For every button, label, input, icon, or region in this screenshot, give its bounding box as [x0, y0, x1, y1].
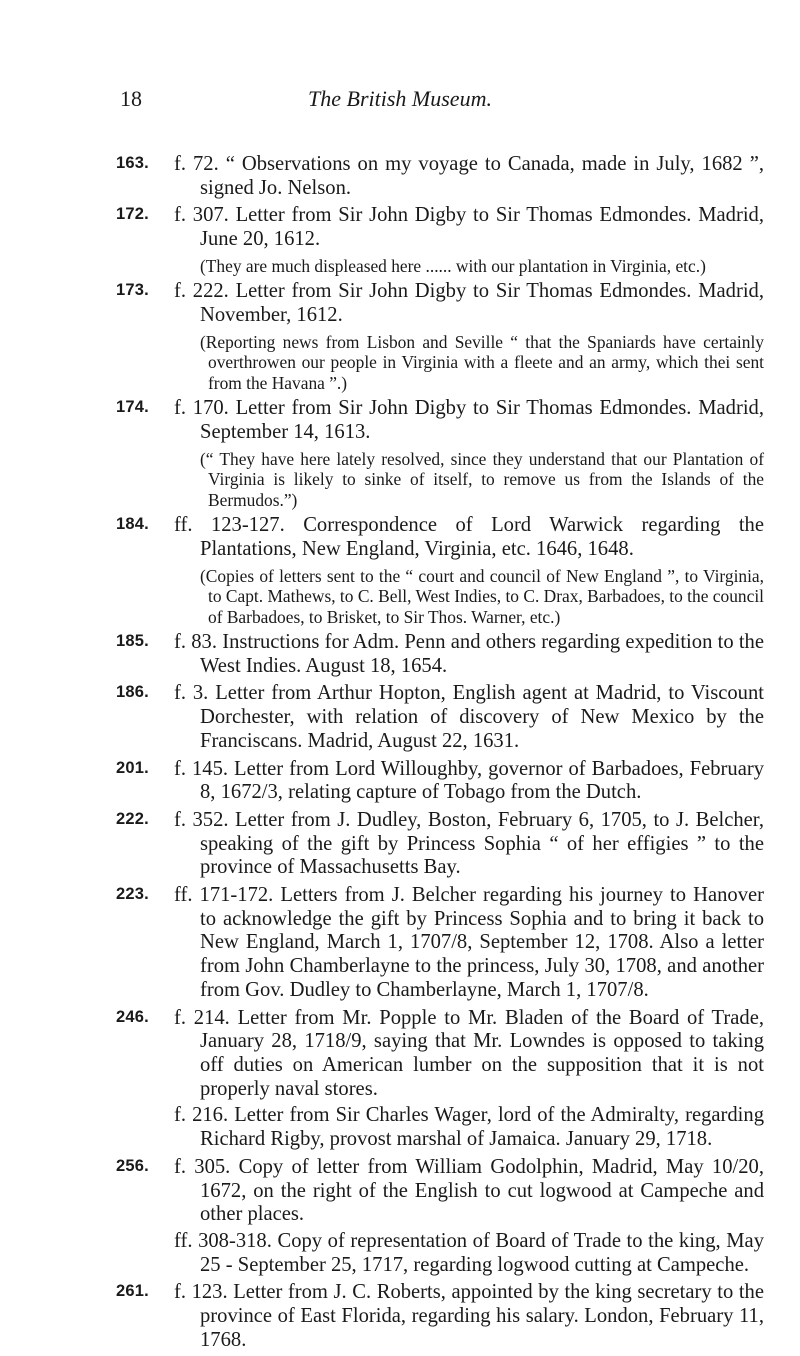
entry-note: (They are much displeased here ...... with our plantation in Virginia, etc.) [200, 255, 706, 276]
entry-note: (Reporting news from Lisbon and Seville “ that the Spaniards have certainly overthrowen our people in Virginia with a fleete and an army, which thei sent from the Havana ”.) [200, 331, 764, 393]
entry-222 [116, 809, 764, 880]
entry-number: 261. [116, 1282, 149, 1301]
entry-246-continued [116, 1104, 764, 1151]
entry-201 [116, 758, 764, 805]
entry-text: f. 214. Letter from Mr. Popple to Mr. Bladen of the Board of Trade, January 28, 1718/9, saying that Mr. Lowndes is opposed to taking off duties on American lumber on the supposition that it is not properly naval stores. [174, 1006, 764, 1100]
entry-185 [116, 631, 764, 678]
entry-text: f. 123. Letter from J. C. Roberts, appointed by the king secretary to the province of East Florida, regarding his salary. London, February 11, 1768. [174, 1281, 764, 1351]
entry-number: 173. [116, 281, 149, 300]
entry-text: f. 72. “ Observations on my voyage to Canada, made in July, 1682 ”, signed Jo. Nelson. [174, 153, 764, 199]
page-header [0, 86, 800, 116]
entry-number: 222. [116, 809, 149, 828]
entry-number: 184. [116, 515, 149, 534]
entry-text: f. 222. Letter from Sir John Digby to Sir Thomas Edmondes. Madrid, November, 1612. [174, 280, 764, 327]
entry-text: f. 352. Letter from J. Dudley, Boston, February 6, 1705, to J. Belcher, speaking of the gift by Princess Sophia “ of her effigies ” to the province of Massachusetts Bay. [174, 808, 764, 879]
entry-223 [116, 884, 764, 1003]
entry-256 [116, 1156, 764, 1227]
entry-text: f. 216. Letter from Sir Charles Wager, lord of the Admiralty, regarding Richard Rigby, provost marshal of Jamaica. January 29, 1718. [174, 1104, 764, 1151]
entry-256-continued [116, 1230, 764, 1277]
entry-text: f. 3. Letter from Arthur Hopton, English agent at Madrid, to Viscount Dorchester, with relation of discovery of New Mexico by the Franciscans. Madrid, August 22, 1631. [174, 682, 764, 752]
entry-number: 246. [116, 1007, 149, 1026]
entry-note: (Copies of letters sent to the “ court and council of New England ”, to Virginia, to Capt. Mathews, to C. Bell, West Indies, to C. Drax, Barbadoes, to the council of Barbadoes, to Brisket, to Sir Thos. Warner, etc.) [200, 565, 764, 627]
running-title: The British Museum. [308, 86, 492, 111]
entry-text: f. 83. Instructions for Adm. Penn and others regarding expedition to the West Indies. August 18, 1654. [174, 631, 764, 677]
entry-number: 201. [116, 758, 149, 777]
entry-number: 185. [116, 632, 149, 651]
entry-261 [116, 1281, 764, 1352]
entry-172 [116, 204, 764, 276]
entry-184 [116, 514, 764, 627]
entry-246 [116, 1007, 764, 1102]
entry-163 [116, 153, 764, 200]
entry-number: 256. [116, 1156, 149, 1175]
page-number: 18 [120, 86, 142, 111]
entry-text: ff. 171-172. Letters from J. Belcher regarding his journey to Hanover to acknowledge the gift by Princess Sophia and to bring it back to New England, March 1, 1707/8, September 12, 1708. Also a letter from John Chamberlayne to the princess, July 30, 1708, and another from Gov. Dudley to Chamberlayne, March 1, 1707/8. [174, 884, 764, 1001]
entry-number: 163. [116, 154, 149, 172]
entry-number: 172. [116, 205, 149, 224]
entry-text: ff. 123-127. Correspondence of Lord Warwick regarding the Plantations, New England, Virginia, etc. 1646, 1648. [174, 514, 764, 560]
entry-174 [116, 397, 764, 510]
entry-note: (“ They have here lately resolved, since they understand that our Plantation of Virginia is likely to sinke of itself, to remove us from the Islands of the Bermudos.”) [200, 448, 764, 510]
entry-173 [116, 280, 764, 393]
entry-number: 223. [116, 885, 149, 904]
entry-number: 186. [116, 683, 149, 702]
entry-text: f. 145. Letter from Lord Willoughby, governor of Barbadoes, February 8, 1672/3, relating capture of Tobago from the Dutch. [174, 757, 764, 804]
entry-text: ff. 308-318. Copy of representation of Board of Trade to the king, May 25 - September 25, 1717, regarding logwood cutting at Campeche. [174, 1229, 764, 1276]
entry-text: f. 170. Letter from Sir John Digby to Sir Thomas Edmondes. Madrid, September 14, 1613. [174, 397, 764, 443]
entry-186 [116, 682, 764, 753]
catalogue-entries [116, 153, 764, 1356]
entry-text: f. 305. Copy of letter from William Godolphin, Madrid, May 10/20, 1672, on the right of the English to cut logwood at Campeche and other places. [174, 1155, 764, 1226]
entry-text: f. 307. Letter from Sir John Digby to Sir Thomas Edmondes. Madrid, June 20, 1612. [174, 204, 764, 251]
entry-number: 174. [116, 398, 149, 417]
